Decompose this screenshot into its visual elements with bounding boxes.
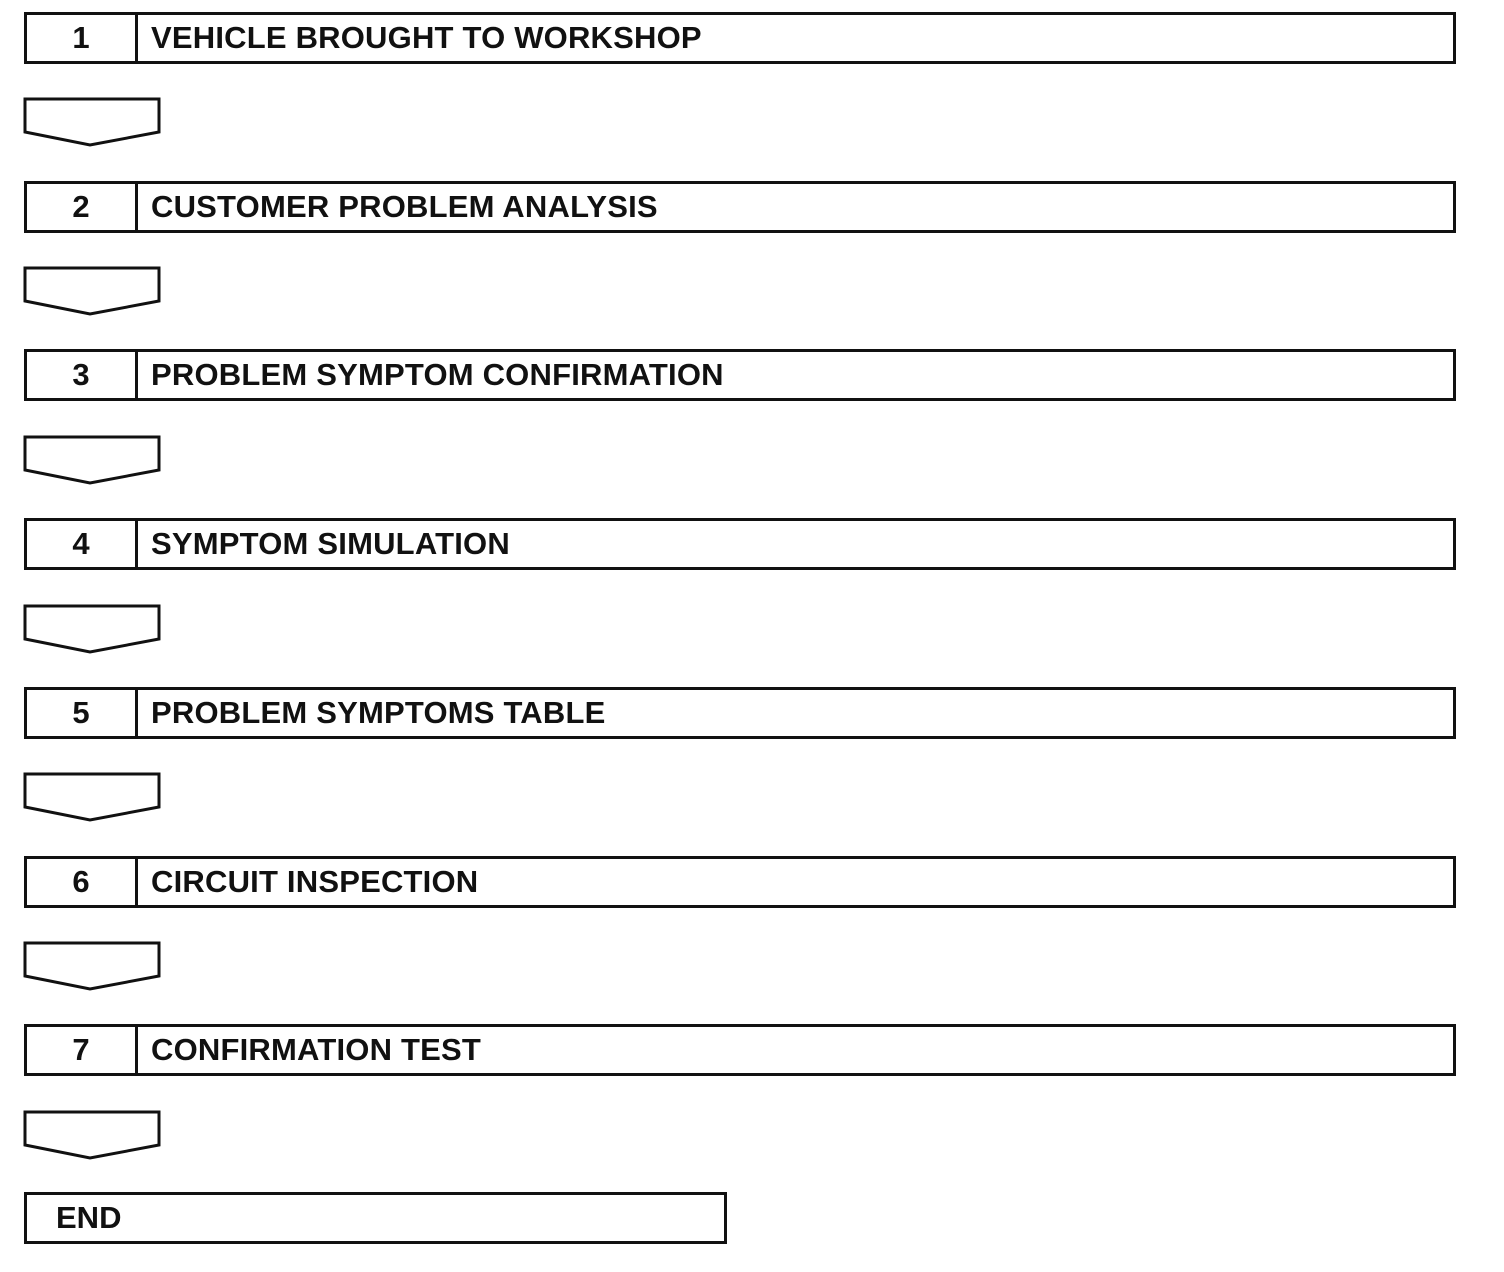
- step-6-label: CIRCUIT INSPECTION: [151, 864, 479, 899]
- step-6-box: [24, 856, 1456, 908]
- step-3-number: 3: [27, 352, 138, 398]
- step-1-number: 1: [27, 15, 138, 61]
- step-1-box: [24, 12, 1456, 64]
- step-1-label: VEHICLE BROUGHT TO WORKSHOP: [151, 20, 702, 55]
- step-5-number: 5: [27, 690, 138, 736]
- step-2-box: [24, 181, 1456, 233]
- down-arrow-icon: [22, 1109, 162, 1161]
- down-arrow-icon: [22, 434, 162, 486]
- end-label: END: [56, 1200, 122, 1235]
- step-4-box: [24, 518, 1456, 570]
- step-4-number: 4: [27, 521, 138, 567]
- down-arrow-icon: [22, 771, 162, 823]
- down-arrow-icon: [22, 96, 162, 148]
- step-4-label: SYMPTOM SIMULATION: [151, 526, 510, 561]
- step-5-label: PROBLEM SYMPTOMS TABLE: [151, 695, 606, 730]
- down-arrow-icon: [22, 265, 162, 317]
- step-6-number: 6: [27, 859, 138, 905]
- step-7-label: CONFIRMATION TEST: [151, 1032, 482, 1067]
- step-7-box: [24, 1024, 1456, 1076]
- step-3-label: PROBLEM SYMPTOM CONFIRMATION: [151, 357, 724, 392]
- step-3-box: [24, 349, 1456, 401]
- end-box: [24, 1192, 727, 1244]
- step-2-number: 2: [27, 184, 138, 230]
- step-2-label: CUSTOMER PROBLEM ANALYSIS: [151, 189, 658, 224]
- step-7-number: 7: [27, 1027, 138, 1073]
- step-5-box: [24, 687, 1456, 739]
- down-arrow-icon: [22, 603, 162, 655]
- down-arrow-icon: [22, 940, 162, 992]
